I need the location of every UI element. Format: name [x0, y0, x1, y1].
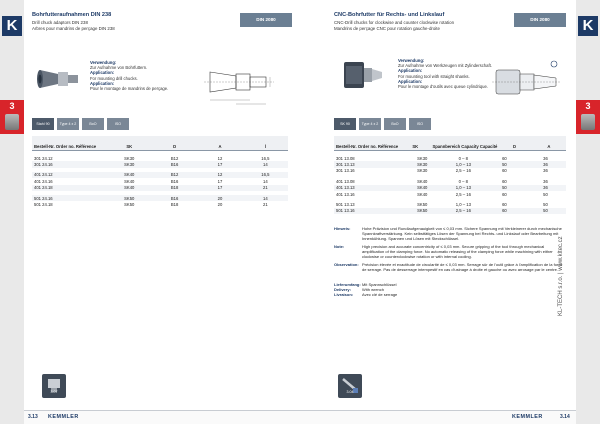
- cell: 401 24.12: [34, 172, 53, 178]
- col-capacity: Spannbereich Capacity Capacité: [432, 144, 498, 149]
- page-number: 3.14: [560, 414, 570, 420]
- cell: 501 24.18: [34, 202, 53, 208]
- notes-block: [334, 226, 566, 275]
- usage-en-label: Application:: [90, 70, 115, 76]
- col-a: A: [218, 144, 222, 149]
- cell: 36: [543, 162, 548, 168]
- cell: 36: [543, 178, 548, 184]
- delivery-label: Lieferumfang:: [334, 282, 361, 287]
- cell: 50: [543, 202, 548, 208]
- type-icon: Type 4 x 2: [57, 118, 79, 130]
- col-order-no: Bestell-Nr. Order no. Référence: [336, 144, 399, 149]
- chuck-thumb-icon: [42, 374, 66, 398]
- icon-bar: [32, 118, 288, 130]
- usage-de-text: Zur Aufnahme von Werkzeugen mit Zylinderschaft.: [398, 63, 492, 69]
- cell: SK50: [417, 202, 428, 208]
- cell: B12: [170, 155, 179, 161]
- table-row[interactable]: [334, 178, 566, 184]
- cell: SK40: [417, 178, 428, 184]
- iso-icon: ISO: [107, 118, 129, 130]
- cell: 16,5: [261, 155, 270, 161]
- cell: 301 13.16: [336, 168, 355, 174]
- note-label: Note:: [334, 244, 345, 249]
- cell: 0 – 8: [458, 155, 468, 161]
- usage-de-text: Zur Aufnahme von Bohrfuttern.: [90, 65, 148, 71]
- technical-drawing: [490, 54, 564, 110]
- address-icon: BoO: [82, 118, 104, 130]
- usage-fr-label: Application:: [90, 80, 115, 86]
- thumb-label: 3.07: [50, 390, 58, 394]
- cell: 501 13.16: [336, 208, 355, 214]
- right-edge-tab: [576, 0, 600, 424]
- usage-fr-label: Application:: [398, 78, 423, 84]
- col-a: A: [547, 144, 551, 149]
- table-row[interactable]: [334, 191, 566, 197]
- material-icon: SK 90: [334, 118, 356, 130]
- page-title: Bohrfutteraufnahmen DIN 238: [32, 12, 112, 18]
- cell: SK30: [417, 162, 428, 168]
- table-row[interactable]: [32, 201, 288, 207]
- table-row[interactable]: [32, 195, 288, 201]
- cell: SK40: [417, 191, 428, 197]
- delivery-text: Mit Spannschlüssel: [362, 282, 397, 287]
- usage-de-label: Verwendung:: [398, 58, 425, 63]
- usage-de-label: Verwendung:: [90, 60, 117, 65]
- cell: B18: [170, 202, 179, 208]
- usage-fr-text: Pour le montage de mandrins de perçage.: [90, 86, 169, 92]
- related-product-thumb[interactable]: [42, 374, 66, 398]
- thumb-label: 3.04: [346, 390, 354, 394]
- cell: 1,0 – 13: [455, 185, 471, 191]
- cell: 301 13.13: [336, 162, 355, 168]
- note-text: High precision and accurate concentricity of ≤ 0,03 mm. Secure gripping of the tool through mechanical amplification of the clamping force. No automatic releasing of the clamping force while machining with either clockwise or counterclockwise rotation or with internal cooling.: [362, 244, 553, 259]
- cell: 401 13.13: [336, 185, 355, 191]
- left-edge-tab: [0, 0, 24, 424]
- table-row[interactable]: [32, 178, 288, 184]
- cell: SK50: [417, 208, 428, 214]
- icon-bar: [334, 118, 566, 130]
- cell: 12: [217, 172, 223, 178]
- technical-drawing: [200, 54, 280, 110]
- cell: 50: [502, 162, 507, 168]
- cell: 2,5 – 16: [455, 191, 471, 197]
- cell: 1,0 – 13: [455, 202, 471, 208]
- product-photo: [36, 60, 80, 98]
- side-text: KL-TECH s.r.o. | www.kltec.cz: [558, 236, 564, 316]
- cell: 2,5 – 16: [455, 168, 471, 174]
- cell: SK40: [124, 178, 135, 184]
- cell: 401 13.16: [336, 191, 355, 197]
- usage-block: [90, 60, 186, 91]
- usage-en-text: For mounting drill chucks.: [90, 75, 138, 81]
- note-label: Hinweis:: [334, 226, 351, 231]
- cell: 60: [502, 202, 507, 208]
- cell: 60: [502, 178, 507, 184]
- address-icon: BoO: [384, 118, 406, 130]
- cell: B16: [170, 178, 179, 184]
- table-row[interactable]: [32, 155, 288, 161]
- table-row[interactable]: [32, 185, 288, 191]
- table-row[interactable]: [334, 155, 566, 161]
- delivery-label: Livraison:: [334, 292, 354, 297]
- material-icon: Stahl 90: [32, 118, 54, 130]
- cell: 401 24.18: [34, 185, 53, 191]
- table-header: [32, 136, 288, 151]
- col-sk: SK: [412, 144, 419, 149]
- cell: SK30: [417, 168, 428, 174]
- cell: 36: [543, 185, 548, 191]
- table-row[interactable]: [334, 201, 566, 207]
- note-de: [334, 226, 566, 241]
- note-text: Précision élevée et exactitude de circularité de ≤ 0,03 mm. Serrage sûr de l'outil grâce à l'amplification de la force de serrage. Pas de desserrage intempestif en cas d'usinage à droite et gauche ou avec arrosage par le centre.: [362, 262, 563, 272]
- subtitle-fr: Arbres pour mandrins de perçage DIN 238: [32, 26, 115, 31]
- din-badge: DIN 2080: [240, 13, 292, 27]
- page-footer: [300, 410, 576, 424]
- cell: B16: [170, 162, 179, 168]
- cell: 17: [217, 178, 223, 184]
- page-number: 3.13: [28, 414, 38, 420]
- note-label: Observation:: [334, 262, 359, 267]
- col-order-no: Bestell-Nr. Order no. Référence: [34, 144, 97, 149]
- table-row[interactable]: [32, 172, 288, 178]
- table-header: [334, 136, 566, 151]
- cell: SK40: [124, 172, 135, 178]
- subtitle-fr: Mandrins de perçage CNC pour rotation gauche-droite: [334, 26, 440, 31]
- cell: B12: [170, 172, 179, 178]
- delivery-block: [334, 282, 566, 297]
- cell: 301 24.16: [34, 162, 53, 168]
- usage-block: [398, 58, 494, 89]
- cell: 60: [502, 168, 507, 174]
- col-d: D: [173, 144, 177, 149]
- cell: 60: [502, 191, 507, 197]
- cell: 17: [217, 185, 223, 191]
- subtitle-en: Drill chuck adaptors DIN 238: [32, 20, 88, 25]
- page-footer: [24, 410, 300, 424]
- note-text: Hohe Präzision und Rundlaufgenauigkeit von ≤ 0,03 mm. Sichere Spannung mit Verkleinerer durch mechanische Spannkraftverstärkung. Kein selbsttätiges Lösen der Spannung bei Rechts- und Linkslauf oder Bearbeitung mit Innenkühlung. Spannen und Lösen mit Steckschlüssel.: [362, 226, 562, 241]
- cell: 20: [217, 195, 223, 201]
- left-page: [24, 0, 300, 424]
- right-page: [300, 0, 576, 424]
- table-row[interactable]: [32, 161, 288, 167]
- cell: 14: [263, 178, 268, 184]
- cell: 50: [543, 208, 548, 214]
- col-sk: SK: [126, 144, 133, 149]
- cell: 501 13.13: [336, 202, 355, 208]
- usage-fr-text: Pour le montage d'outils avec queue cylindrique.: [398, 84, 488, 90]
- page-title: CNC-Bohrfutter für Rechts- und Linkslauf: [334, 12, 445, 18]
- iso-icon: ISO: [409, 118, 431, 130]
- cell: SK50: [124, 202, 135, 208]
- product-table: [32, 136, 288, 208]
- cell: 21: [263, 185, 268, 191]
- brand-name: KEMMLER: [48, 414, 79, 420]
- usage-en-label: Application:: [398, 68, 423, 74]
- table-row[interactable]: [334, 208, 566, 214]
- cell: SK30: [124, 155, 135, 161]
- delivery-fr: [334, 292, 566, 297]
- cell: 301 24.12: [34, 155, 53, 161]
- cell: 401 13.08: [336, 178, 355, 184]
- delivery-text: With wrench: [362, 287, 385, 292]
- note-fr: [334, 262, 566, 272]
- usage-en-text: For mounting tool with straight shanks.: [398, 73, 470, 79]
- cell: 1,0 – 13: [455, 162, 471, 168]
- cell: 14: [263, 195, 268, 201]
- cell: 12: [217, 155, 223, 161]
- note-en: [334, 244, 566, 259]
- cell: 14: [263, 162, 268, 168]
- cell: 50: [543, 191, 548, 197]
- cell: 21: [263, 202, 268, 208]
- wrench-thumb-icon: [338, 374, 362, 398]
- cell: 0 – 8: [458, 178, 468, 184]
- type-icon: Type 4 x 2: [359, 118, 381, 130]
- chuck-icon: [581, 114, 595, 130]
- subtitle-en: CNC-Drill chucks for clockwise and counter clockwise rotation: [334, 20, 455, 25]
- product-table: [334, 136, 566, 214]
- cell: 501 24.16: [34, 195, 53, 201]
- table-row[interactable]: [334, 185, 566, 191]
- cell: SK50: [124, 195, 135, 201]
- kemmler-logo: K: [578, 16, 598, 36]
- cell: 17: [217, 162, 223, 168]
- cell: B16: [170, 195, 179, 201]
- cell: 2,5 – 16: [455, 208, 471, 214]
- cell: 20: [217, 202, 223, 208]
- kemmler-logo: K: [2, 16, 22, 36]
- cell: SK40: [417, 185, 428, 191]
- cell: 36: [543, 155, 548, 161]
- delivery-label: Delivery:: [334, 287, 351, 292]
- product-photo: [340, 56, 384, 94]
- delivery-text: Avec clé de serrage: [362, 292, 398, 297]
- chapter-number: 3: [9, 101, 15, 111]
- cell: 401 24.16: [34, 178, 53, 184]
- table-row[interactable]: [334, 161, 566, 167]
- cell: SK30: [417, 155, 428, 161]
- col-d: D: [513, 144, 517, 149]
- din-badge: DIN 2080: [514, 13, 566, 27]
- cell: 60: [502, 155, 507, 161]
- brand-name: KEMMLER: [512, 414, 543, 420]
- related-product-thumb[interactable]: [338, 374, 362, 398]
- chapter-tab[interactable]: [0, 100, 24, 134]
- chapter-number: 3: [585, 101, 591, 111]
- cell: 301 13.08: [336, 155, 355, 161]
- chuck-icon: [5, 114, 19, 130]
- cell: 50: [502, 185, 507, 191]
- cell: 16,5: [261, 172, 270, 178]
- cell: B18: [170, 185, 179, 191]
- table-row[interactable]: [334, 168, 566, 174]
- chapter-tab[interactable]: [576, 100, 600, 134]
- cell: SK40: [124, 185, 135, 191]
- cell: 60: [502, 208, 507, 214]
- col-l: l: [264, 144, 266, 149]
- cell: SK30: [124, 162, 135, 168]
- cell: 36: [543, 168, 548, 174]
